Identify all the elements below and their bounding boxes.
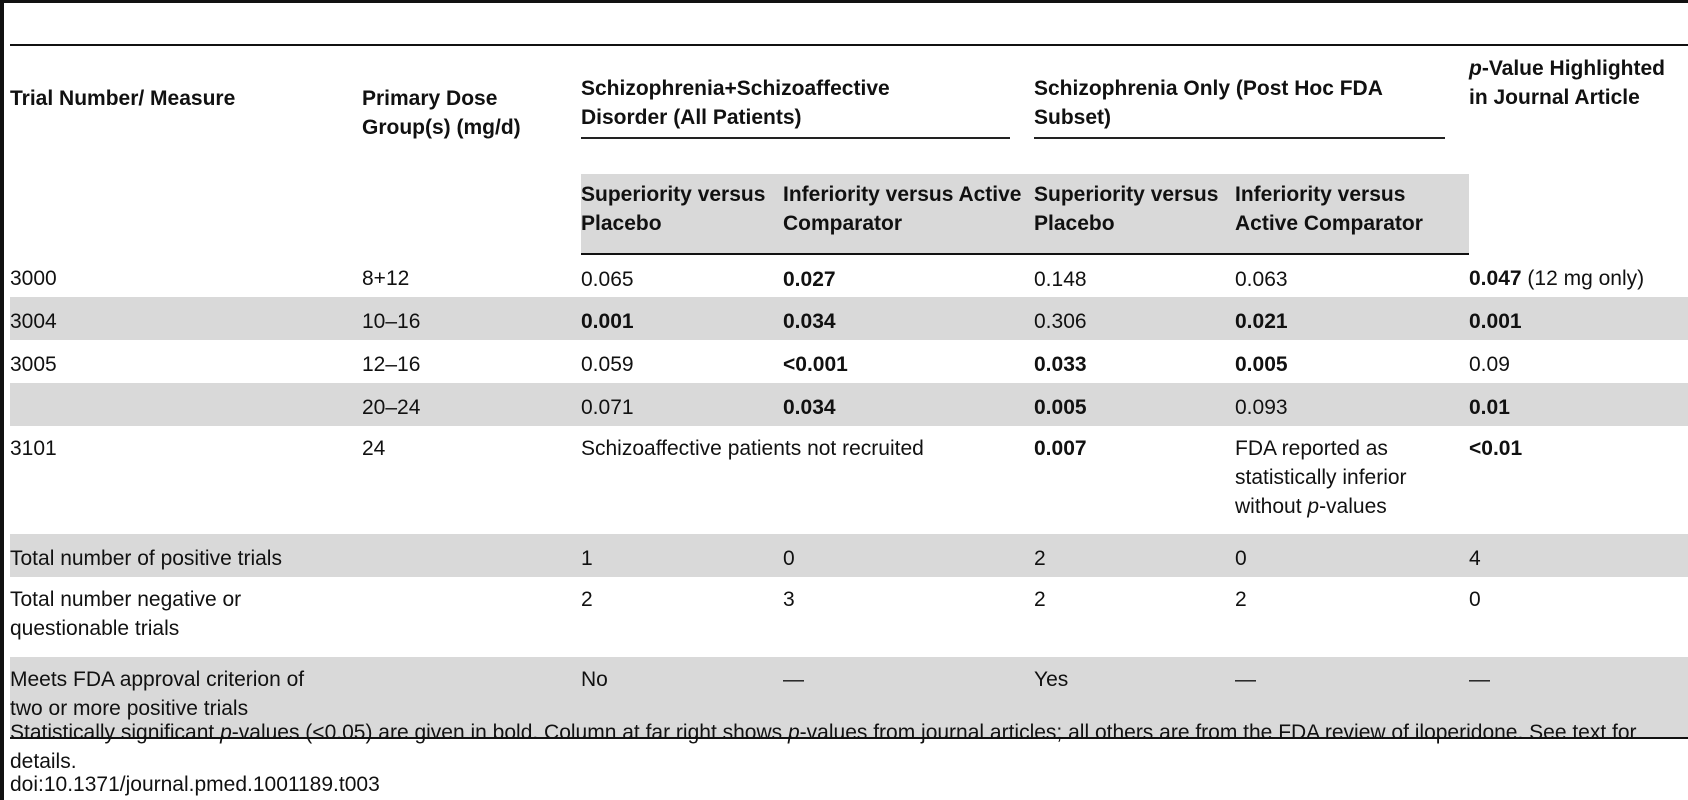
cell-value: 0.005 bbox=[1034, 383, 1235, 426]
cell-journal: 0.001 bbox=[1469, 297, 1688, 340]
cell-value: 0.034 bbox=[783, 297, 1034, 340]
footnote-text: -values from journal articles; all others are from the FDA review of iloperidone. See text for details. bbox=[10, 721, 1637, 773]
cell-value: 0.027 bbox=[783, 268, 836, 291]
cell-journal-note: (12 mg only) bbox=[1521, 267, 1645, 290]
cell-journal: 0.01 bbox=[1469, 383, 1688, 426]
cell-value: 0.033 bbox=[1034, 353, 1087, 376]
subheader-label: Superiority versus Placebo bbox=[1034, 183, 1219, 235]
subheader-label: Superiority versus Placebo bbox=[581, 183, 766, 235]
cell-journal: <0.01 bbox=[1469, 437, 1523, 460]
cell-journal-value: 0.047 bbox=[1469, 267, 1522, 290]
cell-value: 0.065 bbox=[581, 268, 634, 291]
cell-value: 2 bbox=[1235, 588, 1247, 611]
cell-value: 2 bbox=[581, 588, 593, 611]
cell-value: 0.007 bbox=[1034, 437, 1087, 460]
cell-value: 0 bbox=[1235, 534, 1469, 577]
cell-value: 0.063 bbox=[1235, 268, 1288, 291]
header-group-schizo-label: Schizophrenia Only (Post Hoc FDA Subset) bbox=[1034, 77, 1383, 129]
header-journal-label: -Value Highlighted in Journal Article bbox=[1469, 57, 1666, 109]
cell-dose: 10–16 bbox=[362, 297, 581, 340]
cell-value: 0.001 bbox=[581, 297, 783, 340]
cell-value: No bbox=[581, 657, 783, 738]
table-row bbox=[10, 383, 1688, 426]
header-dose bbox=[362, 54, 581, 254]
footnote-text: Statistically significant bbox=[10, 721, 221, 744]
cell-journal: — bbox=[1469, 657, 1688, 738]
table-footnote bbox=[10, 718, 1688, 776]
summary-label: Total number of positive trials bbox=[10, 534, 581, 577]
cell-fda-note-suffix: -values bbox=[1319, 495, 1387, 518]
cell-journal: 0 bbox=[1469, 588, 1481, 611]
cell-not-recruited: Schizoaffective patients not recruited bbox=[581, 437, 924, 460]
cell-dose: 20–24 bbox=[362, 383, 581, 426]
cell-fda-note-p: p bbox=[1307, 495, 1320, 518]
cell-empty bbox=[362, 577, 581, 657]
group-underline bbox=[581, 137, 1010, 139]
summary-label: Total number negative or questionable trials bbox=[10, 588, 242, 640]
table-row bbox=[10, 297, 1688, 340]
table-row bbox=[10, 426, 1688, 534]
cell-trial: 3101 bbox=[10, 437, 57, 460]
header-group-all-patients bbox=[581, 54, 1034, 174]
cell-value: 1 bbox=[581, 534, 783, 577]
frame-top-border bbox=[0, 0, 1688, 3]
cell-value: 2 bbox=[1034, 588, 1046, 611]
summary-row bbox=[10, 534, 1688, 577]
header-row-1 bbox=[10, 54, 1688, 174]
header-journal-p: p bbox=[1469, 57, 1482, 80]
cell-value: — bbox=[783, 657, 1034, 738]
cell-fda-note-text: FDA reported as statistically inferior without bbox=[1235, 437, 1407, 518]
subheader-all-superiority bbox=[581, 174, 783, 254]
group-underline bbox=[1034, 137, 1445, 139]
cell-trial: 3004 bbox=[10, 297, 362, 340]
cell-dose: 24 bbox=[362, 437, 386, 460]
subheader-schizo-superiority bbox=[1034, 174, 1235, 254]
doi-reference: doi:10.1371/journal.pmed.1001189.t003 bbox=[10, 773, 380, 796]
cell-value: 3 bbox=[783, 588, 795, 611]
subheader-all-inferiority bbox=[783, 174, 1034, 254]
cell-value: 0 bbox=[783, 534, 1034, 577]
subheader-label: Inferiority versus Active Comparator bbox=[783, 183, 1022, 235]
cell-journal: 0.09 bbox=[1469, 353, 1510, 376]
cell-value: 0.093 bbox=[1235, 383, 1469, 426]
cell-value: — bbox=[1235, 657, 1469, 738]
footnote-text: -values (<0.05) are given in bold. Column at far right shows bbox=[231, 721, 788, 744]
cell-value: 2 bbox=[1034, 534, 1235, 577]
cell-journal bbox=[1469, 254, 1688, 297]
header-group-all-label: Schizophrenia+Schizoaffective Disorder (All Patients) bbox=[581, 77, 890, 129]
subheader-label: Inferiority versus Active Comparator bbox=[1235, 183, 1423, 235]
table-row bbox=[10, 254, 1688, 297]
results-table bbox=[10, 54, 1688, 739]
cell-value: 0.071 bbox=[581, 383, 783, 426]
table-top-rule bbox=[10, 44, 1688, 46]
frame-left-border bbox=[0, 0, 4, 800]
cell-value: 0.148 bbox=[1034, 268, 1087, 291]
cell-value: Yes bbox=[1034, 657, 1235, 738]
cell-dose: 12–16 bbox=[362, 353, 421, 376]
cell-dose: 8+12 bbox=[362, 267, 410, 290]
summary-row bbox=[10, 577, 1688, 657]
table-row bbox=[10, 340, 1688, 383]
footnote-p: p bbox=[220, 721, 232, 744]
header-dose-label: Primary Dose Group(s) (mg/d) bbox=[362, 87, 521, 139]
cell-value: 0.034 bbox=[783, 383, 1034, 426]
cell-fda-note bbox=[1235, 426, 1469, 534]
header-trial-measure bbox=[10, 54, 362, 254]
header-trial-label: Trial Number/ Measure bbox=[10, 87, 236, 110]
cell-trial: 3005 bbox=[10, 353, 57, 376]
summary-label: Meets FDA approval criterion of two or more positive trials bbox=[10, 657, 362, 738]
cell-journal: 4 bbox=[1469, 534, 1688, 577]
cell-value: 0.306 bbox=[1034, 297, 1235, 340]
cell-value: 0.021 bbox=[1235, 297, 1469, 340]
cell-value: 0.059 bbox=[581, 353, 634, 376]
cell-trial bbox=[10, 383, 362, 426]
footnote-p: p bbox=[787, 721, 800, 744]
subheader-schizo-inferiority bbox=[1235, 174, 1469, 254]
header-journal-pvalue bbox=[1469, 54, 1688, 254]
cell-value: <0.001 bbox=[783, 353, 848, 376]
cell-value: 0.005 bbox=[1235, 353, 1288, 376]
header-group-schizophrenia-only bbox=[1034, 54, 1469, 174]
cell-trial: 3000 bbox=[10, 267, 57, 290]
